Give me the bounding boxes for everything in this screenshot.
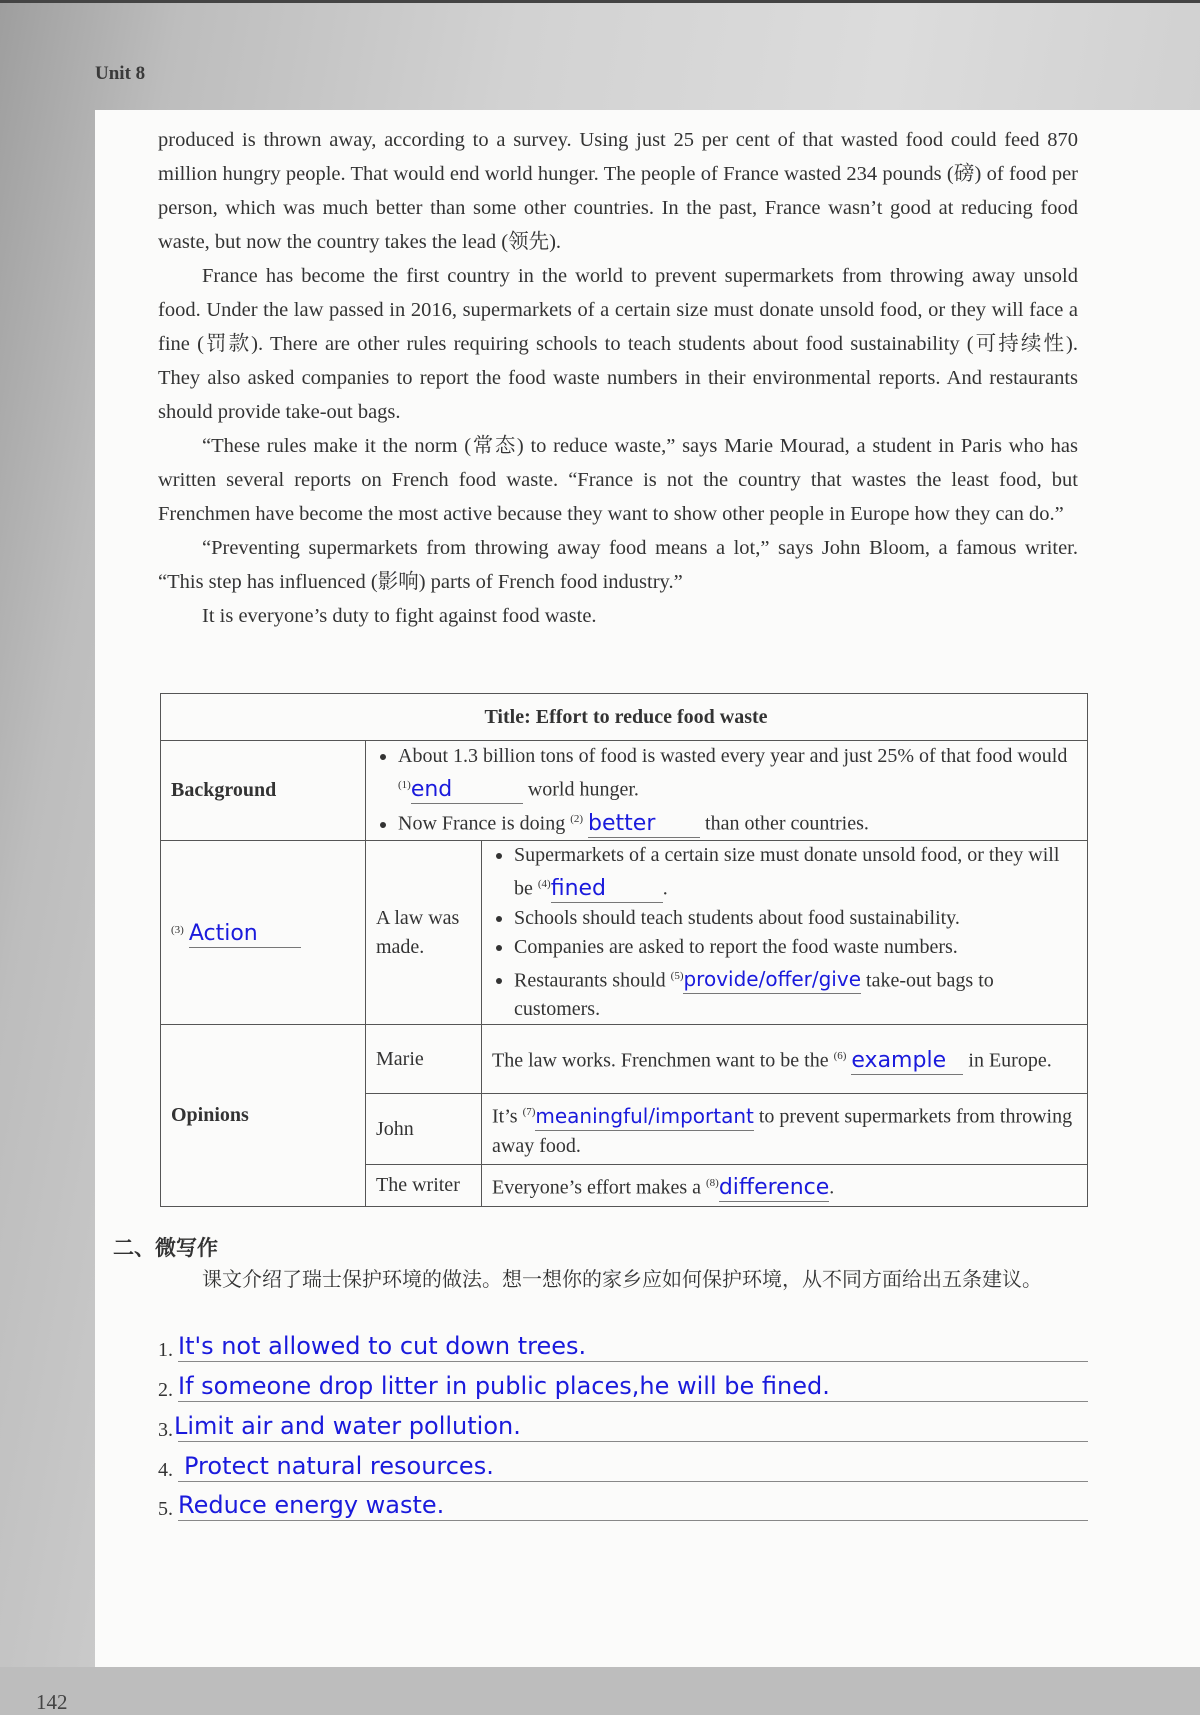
john-cell: It’s $^{(7)}$meaningful/important to prevent supermarkets from throwing away food. <box>482 1094 1088 1165</box>
background-cell: • About 1.3 billion tons of food is wasted every year and just 25% of that food would $^{(1)}$end world hunger. • Now France is doing $^{(2)}$ better than other countries. <box>366 741 1088 841</box>
paragraph: “These rules make it the norm (常态) to reduce waste,” says Marie Mourad, a student in Paris who has written several reports on French food waste. “France is not the country that wastes the least food, but Frenchmen have become the most active because they want to show other people in Europe how they can do.” <box>158 435 1078 525</box>
blank-7: meaningful/important <box>535 1103 753 1131</box>
blank-4: fined <box>551 876 663 903</box>
page-bottom-margin <box>0 1667 1200 1715</box>
blank-8: difference <box>718 1174 830 1200</box>
page-number: 142 <box>36 1690 68 1714</box>
writing-line: 2. If someone drop litter in public places,he will be fined. <box>158 1368 1088 1402</box>
unit-label: Unit 8 <box>95 63 146 84</box>
writing-instruction: 课文介绍了瑞士保护环境的做法。想一想你的家乡应如何保护环境，从不同方面给出五条建议。 <box>202 1267 1042 1291</box>
blank-5-number: (5) <box>670 969 684 982</box>
law-label: A law was made. <box>366 841 482 1025</box>
row-label-background: Background <box>161 741 366 841</box>
blank-1: end <box>411 777 523 804</box>
paragraph: It is everyone’s duty to fight against food waste. <box>202 605 597 627</box>
section-heading: 二、微写作 <box>113 1236 218 1260</box>
blank-3: Action <box>189 921 301 948</box>
john-label: John <box>366 1094 482 1165</box>
writing-line: 3. Limit air and water pollution. <box>158 1408 1088 1442</box>
blank-5: provide/offer/give <box>683 966 861 994</box>
writing-line: 1. It's not allowed to cut down trees. <box>158 1328 1088 1362</box>
paragraph: produced is thrown away, according to a survey. Using just 25 per cent of that wasted food could feed 870 million hungry people. That would end world hunger. The people of France wasted 234 pounds (磅) of food per person, which was much better than some other countries. In the past, France wasn’t good at reducing food waste, but now the country takes the lead (领先). <box>158 129 1078 253</box>
row-label-opinions: Opinions <box>161 1025 366 1207</box>
blank-2: better <box>588 811 700 838</box>
passage <box>158 123 1078 633</box>
summary-table <box>160 693 1088 1207</box>
writing-line: 4. Protect natural resources. <box>158 1448 1088 1482</box>
row-label-action: $^{(3)}$ Action <box>161 841 366 1025</box>
writing-line: 5. Reduce energy waste. <box>158 1487 1088 1521</box>
table-title: Title: Effort to reduce food waste <box>161 694 1088 741</box>
action-cell: • Supermarkets of a certain size must donate unsold food, or they will be $^{(4)}$fined . • Schools should teach students about food sustainability. • Companies are asked to report the food waste numbers. • Restaurants should $^{(5)}$provide/offer/give take-out bags to customers. <box>482 841 1088 1025</box>
marie-label: Marie <box>366 1025 482 1094</box>
scan-edge <box>0 0 1200 3</box>
marie-cell: The law works. Frenchmen want to be the $^{(6)}$ example in Europe. <box>482 1025 1088 1094</box>
paragraph: France has become the first country in the world to prevent supermarkets from throwing away unsold food. Under the law passed in 2016, supermarkets of a certain size must donate unsold food, or they will face a fine (罚款). There are other rules requiring schools to teach students about food sustainability (可持续性). They also asked companies to report the food waste numbers in their environmental reports. And restaurants should provide take-out bags. <box>158 265 1078 423</box>
paragraph: “Preventing supermarkets from throwing away food means a lot,” says John Bloom, a famous writer. “This step has influenced (影响) parts of French food industry.” <box>158 537 1078 593</box>
blank-6: example <box>851 1048 963 1075</box>
writer-label: The writer <box>366 1165 482 1207</box>
writer-cell: Everyone’s effort makes a $^{(8)}$difference. <box>482 1165 1088 1207</box>
